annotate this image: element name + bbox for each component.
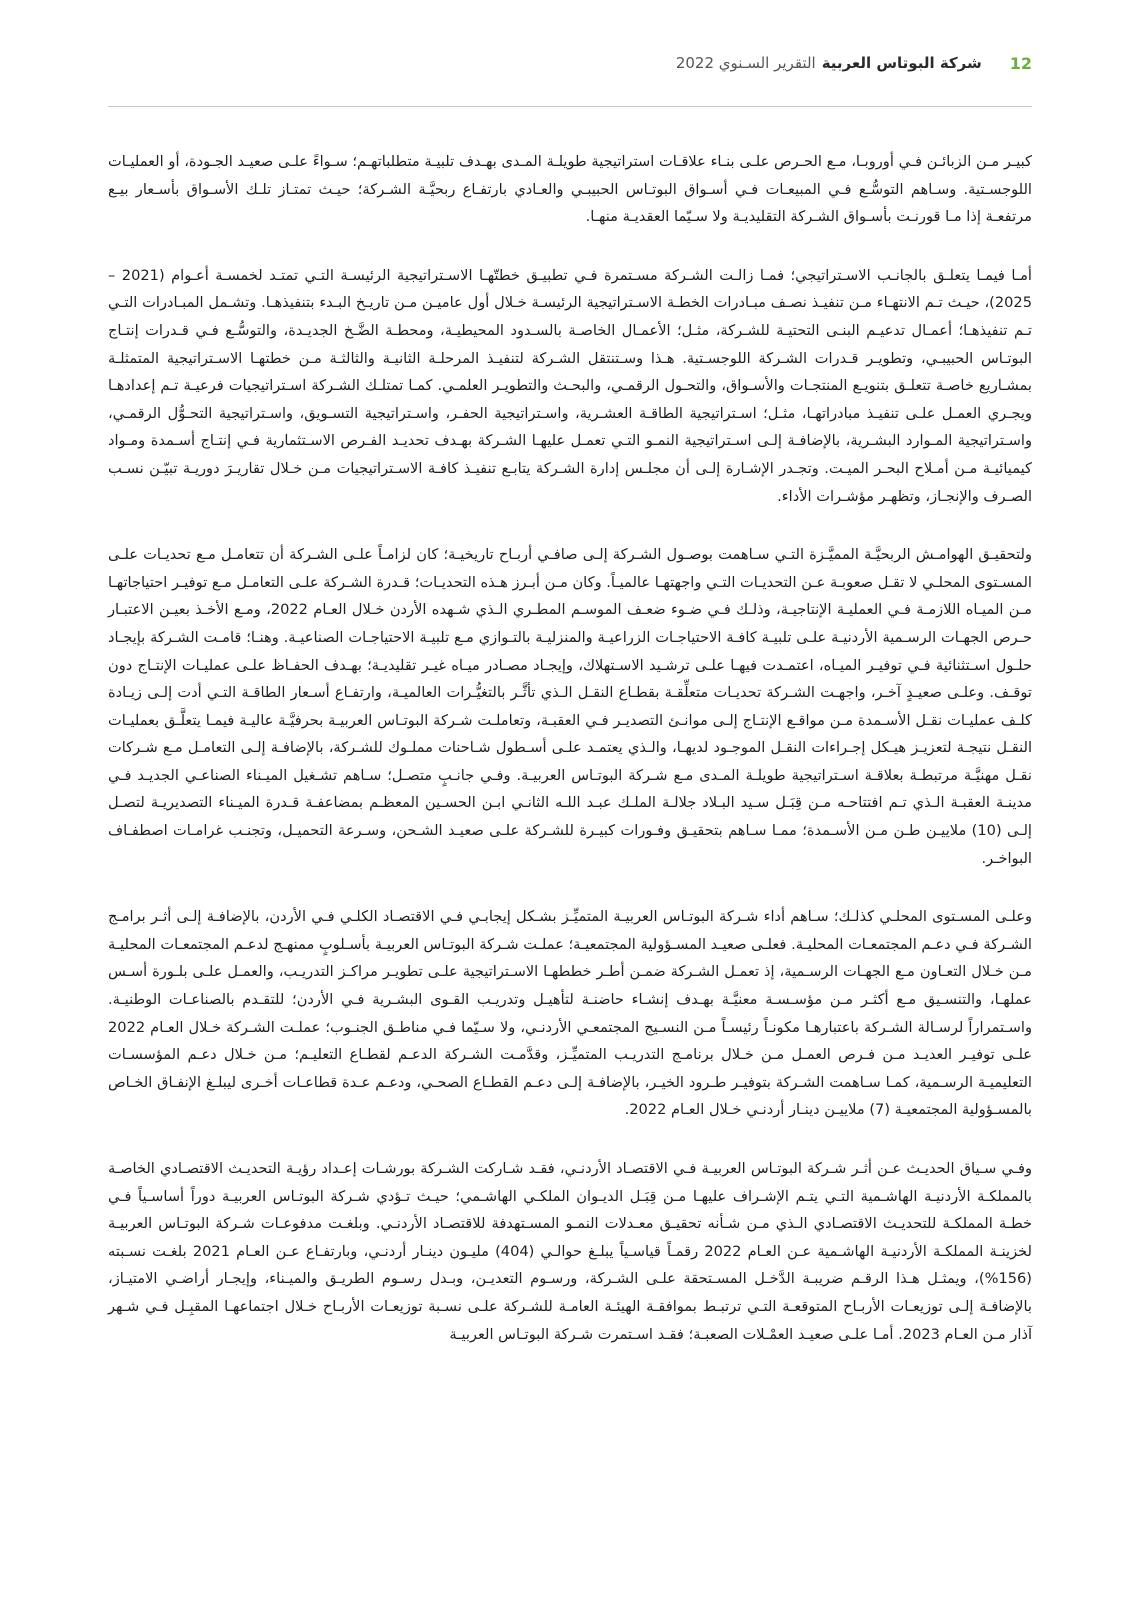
paragraph-social-responsibility: وعلـى المسـتوى المحلـي كذلـك؛ سـاهم أداء شـركة البوتـاس العربيـة المتميِّـز بشـكل إيجابـي فـي الاقتصـاد الكلـي فـي الأردن، بالإضافـة إلـى أثـر برامـج الشـركة فـي دعـم المجتمعـات المحليـة. فعلـى صعيـد المسـؤولية المجتمعيـة؛ عملـت شـركة البوتـاس العربيـة بأسـلوبٍ ممنهـج لدعـم المجتمعـات المحليـة مـن خـلال التعـاون مـع الجهـات الرسـمية، إذ تعمـل الشـركة ضمـن أطـر خططهـا الاسـتراتيجية علـى تطويـر مراكـز التدريـب، والعمـل علـى بلـورة أسـس عملهـا، والتنسـيق مـع أكثـر مـن مؤسـسـة معنيَّـة بهـدف إنشـاء حاضنـة لتأهيـل وتدريـب القـوى البشـرية فـي الأردن؛ للتقـدم بالصناعـات الوطنيـة. واسـتمراراً لرسـالة الشـركة باعتبارهـا مكونـاً رئيسـاً مـن النسـيج المجتمعـي الأردنـي، ولا سـيّما فـي مناطـق الجنـوب؛ عملـت الشـركة خـلال العـام 2022 علـى توفيـر العديـد مـن فـرص العمـل مـن خـلال برنامـج التدريـب المتميِّـز، وقدَّمـت الشـركة الدعـم لقطـاع التعليـم؛ مـن خـلال دعـم المؤسسـات التعليميـة الرسـمية، كمـا سـاهمت الشـركة بتوفيـر طـرود الخيـر، بالإضافـة إلـى دعـم القطـاع الصحـي، ودعـم عـدة قطاعـات أخـرى ليبلـغ الإنفـاق الخـاص بالمسـؤولية المجتمعيـة (7) ملاييـن دينـار أردنـي خـلال العـام 2022. xyxy=(108,908,1032,1119)
paragraph-strategy: أمـا فيمـا يتعلـق بالجانـب الاسـتراتيجي؛ فمـا زالـت الشـركة مسـتمرة فـي تطبيـق خطتّهـا الاسـتراتيجية الرئيسـة التـي تمتـد لخمسـة أعـوام (2021 – 2025)، حيـث تـم الانتهـاء مـن تنفيـذ نصـف مبـادرات الخطـة الاسـتراتيجية الرئيسـة خـلال أول عاميـن مـن تاريـخ البـدء بتنفيذهـا. وتشـمل المبـادرات التـي تـم تنفيذهـا؛ أعمـال تدعيـم البنـى التحتيـة للشـركة، مثـل؛ الأعمـال الخاصـة بالسـدود المحيطيـة، ومحطـة الضَّـخ الجديـدة، والتوسُّـع فـي قـدرات إنتـاج البوتـاس الحبيبـي، وتطويـر قـدرات الشـركة اللوجسـتية. هـذا وسـتنتقل الشـركة لتنفيـذ المرحلـة الثانيـة والثالثـة مـن خطتهـا الاسـتراتيجية المتمثلـة بمشـاريع خاصـة تتعلـق بتنويـع المنتجـات والأسـواق، والتحـول الرقمـي، والبحـث والتطويـر العلمـي. كمـا تمتلـك الشـركة اسـتراتيجيات فرعيـة تـم إعدادهـا ويجـري العمـل علـى تنفيـذ مبادراتهـا، مثـل؛ اسـتراتيجية الطاقـة العشـرية، واسـتراتيجية الحفـر، واسـتراتيجية التسـويق، واسـتراتيجية التحـوُّل الرقمـي، واسـتراتيجية المـوارد البشـرية، بالإضافـة إلـى اسـتراتيجية النمـو التـي تعمـل عليهـا الشـركة بهـدف تحديـد الفـرص الاسـتثمارية فـي إنتـاج أسـمدة ومـواد كيميائيـة مـن أمـلاح البحـر الميـت. وتجـدر الإشـارة إلـى أن مجلـس إدارة الشـركة يتابـع تنفيـذ كافـة الاسـتراتيجيات مـن خـلال تقاريـرَ دوريـة تبيّـن نسـب الصـرف والإنجـاز، وتظهـر مؤشـرات الأداء. xyxy=(108,266,1032,505)
paragraph-economic-impact: وفـي سـياق الحديـث عـن أثـر شـركة البوتـاس العربيـة فـي الاقتصـاد الأردنـي، فقـد شـاركت الشـركة بورشـات إعـداد رؤيـة التحديـث الاقتصـادي الخاصـة بالمملكـة الأردنيـة الهاشـمية التـي يتـم الإشـراف عليهـا مـن قِبَـل الديـوان الملكـي الهاشـمي؛ حيـث تـؤدي شـركة البوتـاس العربيـة دوراً أساسـياً فـي خطـة المملكـة للتحديـث الاقتصـادي الـذي مـن شـأنه تحقيـق معـدلات النمـو المسـتهدفة للاقتصـاد الأردنـي. وبلغـت مدفوعـات شـركة البوتـاس العربيـة لخزينـة المملكـة الأردنيـة الهاشـمية عـن العـام 2022 رقمـاً قياسـياً يبلـغ حوالـي (404) مليـون دينـار أردنـي، وبارتفـاع عـن العـام 2021 بلغـت نسـبته (156%)، ويمثـل هـذا الرقـم ضريبـة الدَّخـل المسـتحقة علـى الشـركة، ورسـوم التعديـن، وبـدل رسـوم الطريـق والميـناء، وإيجـار أراضـي الامتيـاز، بالإضافـة إلـى توزيعـات الأربـاح المتوقعـة التـي ترتبـط بموافقـة الهيئـة العامـة للشـركة علـى نسـبة توزيعـات الأربـاح خـلال اجتماعهـا المقبِـل فـي شـهر آذار مـن العـام 2023. أمـا علـى صعيـد العمْـلات الصعبـة؛ فقـد اسـتمرت شـركة البوتـاس العربيـة xyxy=(108,1160,1032,1343)
header-divider xyxy=(108,106,1032,107)
company-name: شركة البوتاس العربية xyxy=(821,54,982,72)
paragraph-local-challenges: ولتحقيـق الهوامـش الربحيَّـة المميَّـزة التـي سـاهمت بوصـول الشـركة إلـى صافـي أربـاح تاريخيـة؛ كان لزامـاً علـى الشـركة أن تتعامـل مـع تحديـات علـى المسـتوى المحلـي لا تقـل صعوبـة عـن التحديـات التـي واجهتهـا عالميـاً. وكان مـن أبـرز هـذه التحديـات؛ قـدرة الشـركة علـى التعامـل مـع توفيـر احتياجاتهـا مـن الميـاه اللازمـة فـي العمليـة الإنتاجيـة، وذلـك فـي ضـوء ضعـف الموسـم المطـري الـذي شـهده الأردن خـلال العـام 2022، ومـع الأخـذ بعيـن الاعتبـار حـرص الجهـات الرسـمية الأردنيـة علـى تلبيـة كافـة الاحتياجـات الزراعيـة والمنزليـة بالتـوازي مـع تلبيـة الاحتياجـات الصناعيـة. وهنـا؛ قامـت الشـركة بإيجـاد حلـول اسـتثنائية فـي توفيـر الميـاه، اعتمـدت فيهـا علـى ترشـيد الاسـتهلاك، وإيجـاد مصـادر ميـاه غيـر تقليديـة؛ بهـدف الحفـاظ علـى عمليـات الإنتـاج دون توقـف. وعلـى صعيـدٍ آخـر، واجهـت الشـركة تحديـات متعلِّقـة بقطـاع النقـل الـذي تأثَّـر بالتغيُّـرات العالميـة، وارتفـاع أسـعار الطاقـة التـي أدت إلـى زيـادة كلـف عمليـات نقـل الأسـمدة مـن مواقـع الإنتـاج إلـى موانـئ التصديـر فـي العقبـة، وتعاملـت شـركة البوتـاس العربيـة بحرفيَّـة عاليـة فيمـا يتعلَّـق بعمليـات النقـل نتيجـة لتعزيـز هيـكل إجـراءات النقـل الموجـود لديهـا، والـذي يعتمـد علـى أسـطول شـاحنات مملـوك للشـركة، بالإضافـة إلـى التعامـل مـع شـركات نقـل مهنيَّـة مرتبطـة بعلاقـة اسـتراتيجية طويلـة المـدى مـع شـركة البوتـاس العربيـة. وفـي جانـبٍ متصـل؛ سـاهم تشـغيل الميـناء الصناعـي الجديـد فـي مدينـة العقبـة الـذي تـم افتتاحـه مـن قِبَـل سـيد البـلاد جلالـة الملـك عبـد اللـه الثانـي ابـن الحسـين المعظـم بمضاعفـة قـدرة الميـناء التصديريـة لتصـل إلـى (10) ملاييـن طـن مـن الأسـمدة؛ ممـا سـاهم بتحقيـق وفـورات كبيـرة للشـركة علـى صعيـد الشـحن، وسـرعة التحميـل، وتجنـب غرامـات اصطفـاف البواخـر. xyxy=(108,546,1032,867)
page-number: 12 xyxy=(1009,53,1032,73)
report-title: التقرير السـنوي 2022 xyxy=(675,54,816,72)
page-header xyxy=(108,48,1032,78)
body-text xyxy=(108,148,1032,1379)
paragraph-export-markets: كبيـر مـن الزبائـن فـي أوروبـا، مـع الحـرص علـى بنـاء علاقـات استراتيجية طويلـة المـدى بهـدف تلبيـة متطلباتهـم؛ سـواءً علـى صعيـد الجـودة، أو العمليـات اللوجسـتية. وسـاهم التوسُّـع فـي المبيعـات فـي أسـواق البوتـاس الحبيبـي والعـادي بارتفـاع ربحيَّـة الشـركة؛ حيـث تمتـاز تلـك الأسـواق بأسـعار بيـع مرتفعـة إذا مـا قورنـت بأسـواق الشـركة التقليديـة ولا سـيّما العقديـة منهـا. xyxy=(108,153,1032,226)
